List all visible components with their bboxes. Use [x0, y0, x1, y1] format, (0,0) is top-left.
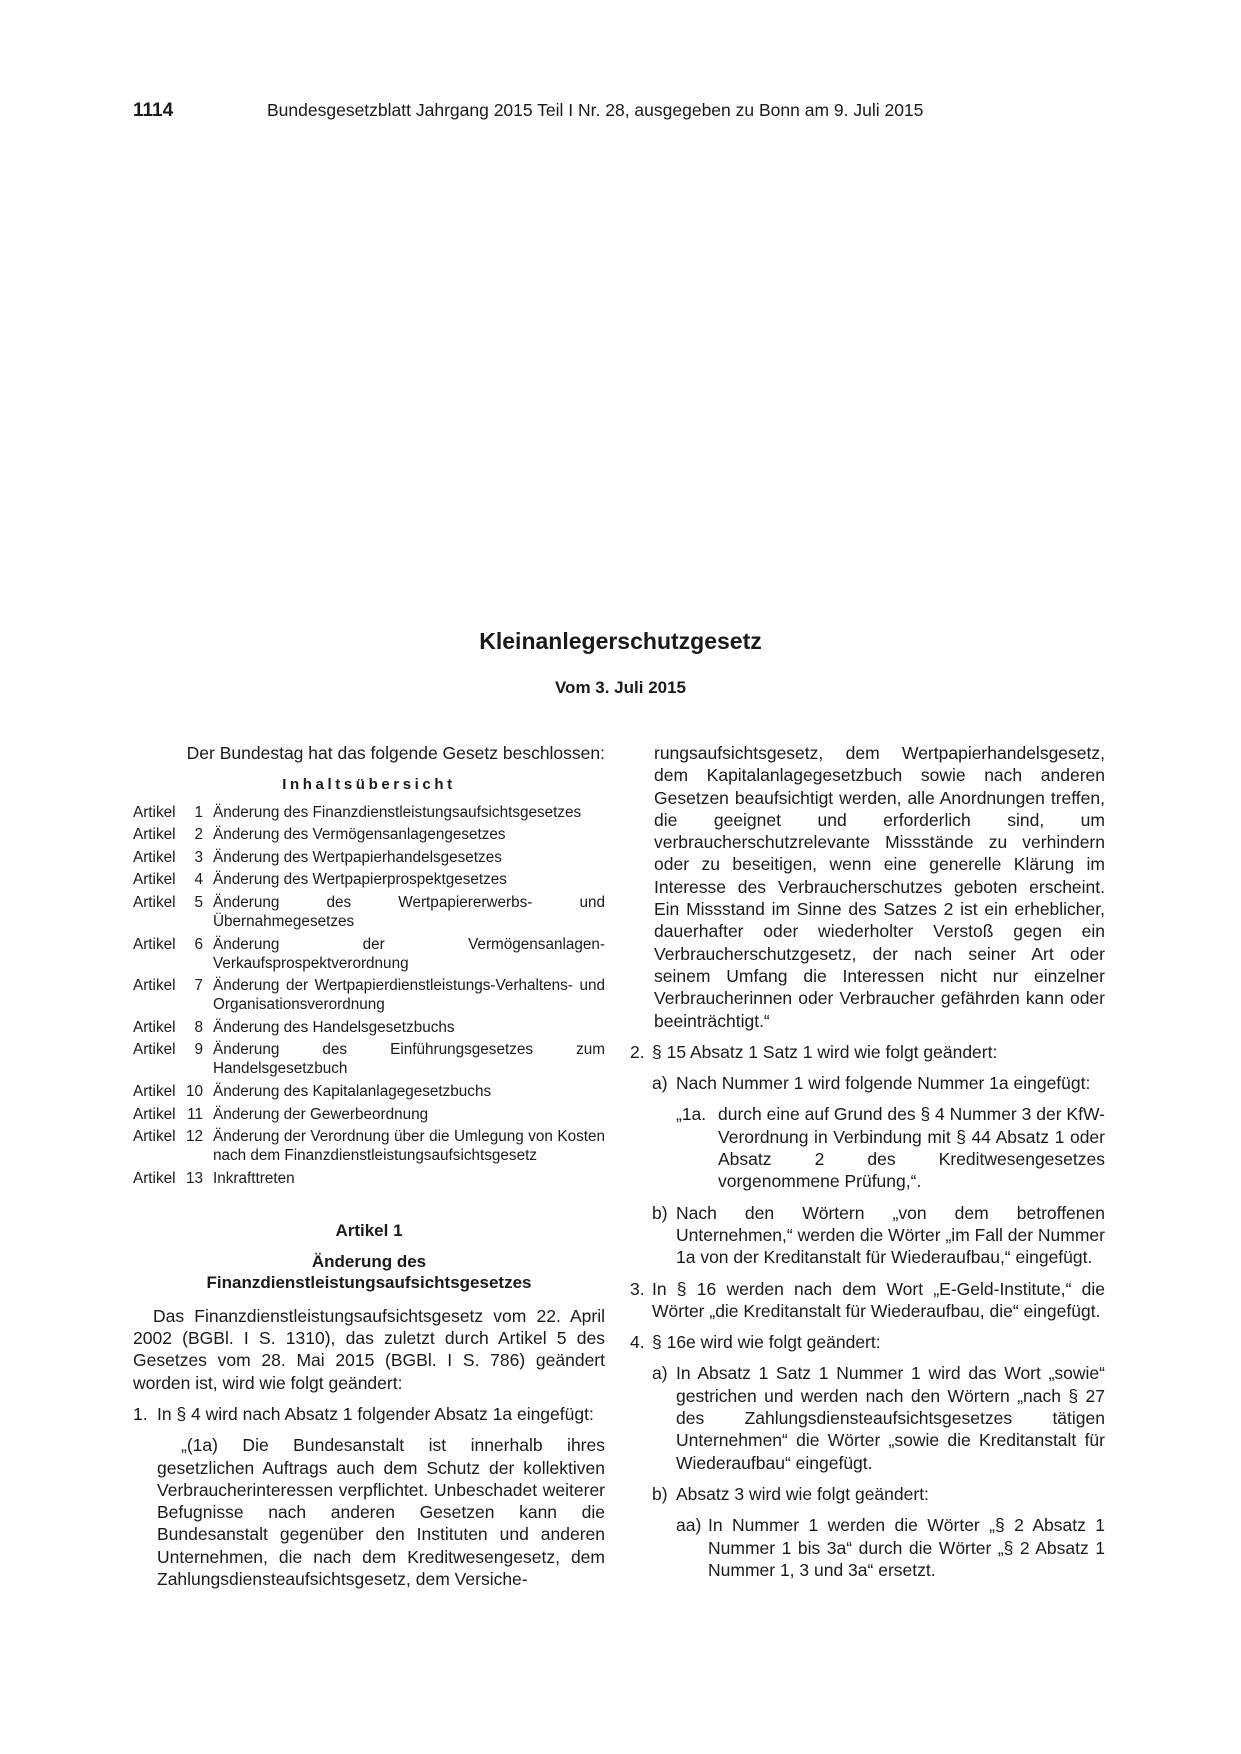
toc-number: 3	[194, 848, 203, 866]
toc-label: Artikel	[133, 803, 176, 821]
toc-label: Artikel	[133, 1128, 176, 1146]
item-number: 2.	[630, 1041, 645, 1062]
sub-item	[652, 1362, 1105, 1473]
sub-item-letter: a)	[652, 1073, 668, 1094]
sub-item-body	[676, 1072, 1105, 1192]
toc-entry	[133, 935, 605, 973]
inserted-number-text: durch eine auf Grund des § 4 Nummer 3 der KfW-Verordnung in Verbindung mit § 44 Absatz 1 oder Absatz 2 des Kreditwesengesetzes vorgenommene Prüfung,“.	[718, 1104, 1105, 1192]
toc-text: Änderung der Gewerbeordnung	[213, 1105, 429, 1123]
toc-number: 5	[194, 893, 203, 911]
toc-number: 8	[194, 1018, 203, 1036]
item-text: § 15 Absatz 1 Satz 1 wird wie folgt geändert:	[652, 1041, 998, 1062]
toc-heading: Inhaltsübersicht	[282, 776, 456, 794]
sub-item-body	[676, 1483, 1105, 1581]
toc-number: 10	[185, 1082, 203, 1100]
running-head: Bundesgesetzblatt Jahrgang 2015 Teil I Nr. 28, ausgegeben zu Bonn am 9. Juli 2015	[267, 100, 924, 120]
toc-number: 1	[194, 803, 203, 821]
toc-entry	[133, 803, 605, 822]
toc-entry	[133, 870, 605, 889]
article-title-line: Finanzdienstleistungsaufsichtsgesetzes	[206, 1272, 532, 1292]
toc-label: Artikel	[133, 1018, 176, 1036]
amendment-item	[630, 1278, 1105, 1323]
item-body	[652, 1331, 1105, 1581]
toc-number: 6	[194, 935, 203, 953]
toc-text: Änderung der Vermögensanlagen-Verkaufsprospektverordnung	[213, 935, 605, 972]
toc-entry	[133, 848, 605, 867]
toc-label: Artikel	[133, 871, 176, 889]
document-title: Kleinanlegerschutzgesetz	[479, 628, 762, 654]
toc-entry	[133, 1018, 605, 1037]
sub-item	[652, 1072, 1105, 1192]
quoted-paragraph: „(1a) Die Bundesanstalt ist innerhalb ihres gesetzlichen Auftrags auch dem Schutz der kollektiven Verbraucherinteressen verpflichtet. Unbeschadet weiterer Befugnisse nach anderen Gesetzen kann die Bundesanstalt gegenüber den Instituten und anderen Unternehmen, die nach dem Kreditwesengesetz, dem Zahlungsdiensteaufsichtsgesetz, dem Versiche-	[157, 1435, 605, 1589]
toc-entry	[133, 825, 605, 844]
toc-text: Änderung des Einführungsgesetzes zum Handelsgesetzbuch	[213, 1041, 605, 1078]
toc-label: Artikel	[133, 893, 176, 911]
toc-text: Änderung des Kapitalanlagegesetzbuchs	[213, 1082, 492, 1100]
sub-sub-item-label: aa)	[676, 1515, 702, 1536]
toc-label: Artikel	[133, 977, 176, 995]
amendment-item	[133, 1403, 605, 1590]
quoted-paragraph-continued: rungsaufsichtsgesetz, dem Wertpapierhandelsgesetz, dem Kapitalanlagegesetzbuch sowie nach anderen Gesetzen beaufsichtigt werden, alle Anordnungen treffen, die geeignet und erforderlich sind, um verbraucherschutzrelevante Missstände zu verhindern oder zu beseitigen, wenn eine generelle Klärung im Interesse des Verbraucherschutzes geboten erscheint. Ein Missstand im Sinne des Satzes 2 ist ein erheblicher, dauerhafter oder wiederholter Verstoß gegen ein Verbraucherschutzgesetz, der nach seiner Art oder seinem Umfang die Interessen nicht nur einzelner Verbraucherinnen oder Verbraucher gefährden kann oder beeinträchtigt.“	[654, 743, 1105, 1031]
toc-label: Artikel	[133, 848, 176, 866]
toc-entry	[133, 1169, 605, 1188]
toc-label: Artikel	[133, 1105, 176, 1123]
toc-text: Änderung des Wertpapierprospektgesetzes	[213, 871, 507, 889]
article-intro: Das Finanzdienstleistungsaufsichtsgesetz vom 22. April 2002 (BGBl. I S. 1310), das zuletzt durch Artikel 5 des Gesetzes vom 28. Mai 2015 (BGBl. I S. 786) geändert worden ist, wird wie folgt geändert:	[133, 1305, 605, 1393]
toc-text: Änderung des Finanzdienstleistungsaufsichtsgesetzes	[213, 803, 582, 821]
sub-item	[652, 1483, 1105, 1581]
toc-number: 9	[194, 1041, 203, 1059]
enacting-clause: Der Bundestag hat das folgende Gesetz beschlossen:	[186, 743, 605, 763]
toc-entry	[133, 893, 605, 931]
item-text: In § 4 wird nach Absatz 1 folgender Absatz 1a eingefügt:	[157, 1403, 594, 1424]
document-date: Vom 3. Juli 2015	[554, 678, 687, 697]
toc-text: Änderung des Wertpapiererwerbs- und Übernahmegesetzes	[213, 893, 605, 930]
article-title	[133, 1251, 605, 1293]
item-body	[652, 1041, 1105, 1269]
page-number: 1114	[133, 100, 174, 121]
amendment-item	[630, 1331, 1105, 1581]
toc-number: 4	[194, 871, 203, 889]
toc-number: 2	[194, 826, 203, 844]
article-heading: Artikel 1	[335, 1220, 403, 1240]
toc-text: Änderung des Vermögensanlagengesetzes	[213, 826, 506, 844]
sub-item-text: Nach Nummer 1 wird folgende Nummer 1a eingefügt:	[676, 1073, 1091, 1094]
sub-item-text: Absatz 3 wird wie folgt geändert:	[676, 1483, 929, 1504]
left-column	[133, 742, 605, 1599]
toc-number: 12	[185, 1128, 203, 1146]
toc-text: Inkrafttreten	[213, 1169, 295, 1187]
item-text: In § 16 werden nach dem Wort „E-Geld-Institute,“ die Wörter „die Kreditanstalt für Wiederaufbau, die“ eingefügt.	[652, 1278, 1105, 1321]
toc-text: Änderung der Wertpapierdienstleistungs-Verhaltens- und Organisationsverordnung	[213, 977, 605, 1014]
sub-sub-item	[676, 1514, 1105, 1581]
toc-label: Artikel	[133, 826, 176, 844]
inserted-number	[676, 1103, 1105, 1192]
toc-entry	[133, 1040, 605, 1078]
item-number: 4.	[630, 1332, 645, 1353]
toc-label: Artikel	[133, 935, 176, 953]
inserted-number-label: „1a.	[676, 1104, 707, 1125]
right-column	[630, 742, 1105, 1590]
sub-item-text: In Absatz 1 Satz 1 Nummer 1 wird das Wort „sowie“ gestrichen und werden nach den Wörtern „nach § 27 des Zahlungsdiensteaufsichtsgesetzes tätigen Unternehmen“ die Wörter „sowie die Kreditanstalt für Wiederaufbau“ eingefügt.	[676, 1363, 1105, 1473]
item-number: 3.	[630, 1278, 645, 1299]
toc-entry	[133, 976, 605, 1014]
toc-entry	[133, 1082, 605, 1101]
sub-item-letter: a)	[652, 1363, 668, 1384]
item-text: § 16e wird wie folgt geändert:	[652, 1332, 881, 1353]
toc-number: 7	[194, 977, 203, 995]
sub-item	[652, 1202, 1105, 1269]
toc-label: Artikel	[133, 1169, 176, 1187]
amendment-item	[630, 1041, 1105, 1269]
item-number: 1.	[133, 1403, 148, 1424]
sub-item-letter: b)	[652, 1202, 668, 1223]
toc-entry	[133, 1105, 605, 1124]
toc-text: Änderung des Handelsgesetzbuchs	[213, 1018, 455, 1036]
toc-text: Änderung der Verordnung über die Umlegung von Kosten nach dem Finanzdienstleistungsaufsichtsgesetz	[213, 1128, 605, 1165]
sub-sub-item-text: In Nummer 1 werden die Wörter „§ 2 Absatz 1 Nummer 1 bis 3a“ durch die Wörter „§ 2 Absatz 1 Nummer 1, 3 und 3a“ ersetzt.	[708, 1515, 1105, 1580]
article-title-line: Änderung des	[311, 1251, 427, 1271]
toc-label: Artikel	[133, 1082, 176, 1100]
sub-item-text: Nach den Wörtern „von dem betroffenen Unternehmen,“ werden die Wörter „im Fall der Nummer 1a von der Kreditanstalt für Wiederaufbau,“ eingefügt.	[676, 1202, 1105, 1268]
toc-number: 13	[185, 1169, 203, 1187]
toc-label: Artikel	[133, 1041, 176, 1059]
sub-item-letter: b)	[652, 1483, 668, 1504]
toc-number: 11	[187, 1105, 203, 1123]
toc-entry	[133, 1127, 605, 1165]
item-body	[157, 1403, 605, 1590]
toc-text: Änderung des Wertpapierhandelsgesetzes	[213, 848, 502, 866]
table-of-contents	[133, 803, 605, 1188]
